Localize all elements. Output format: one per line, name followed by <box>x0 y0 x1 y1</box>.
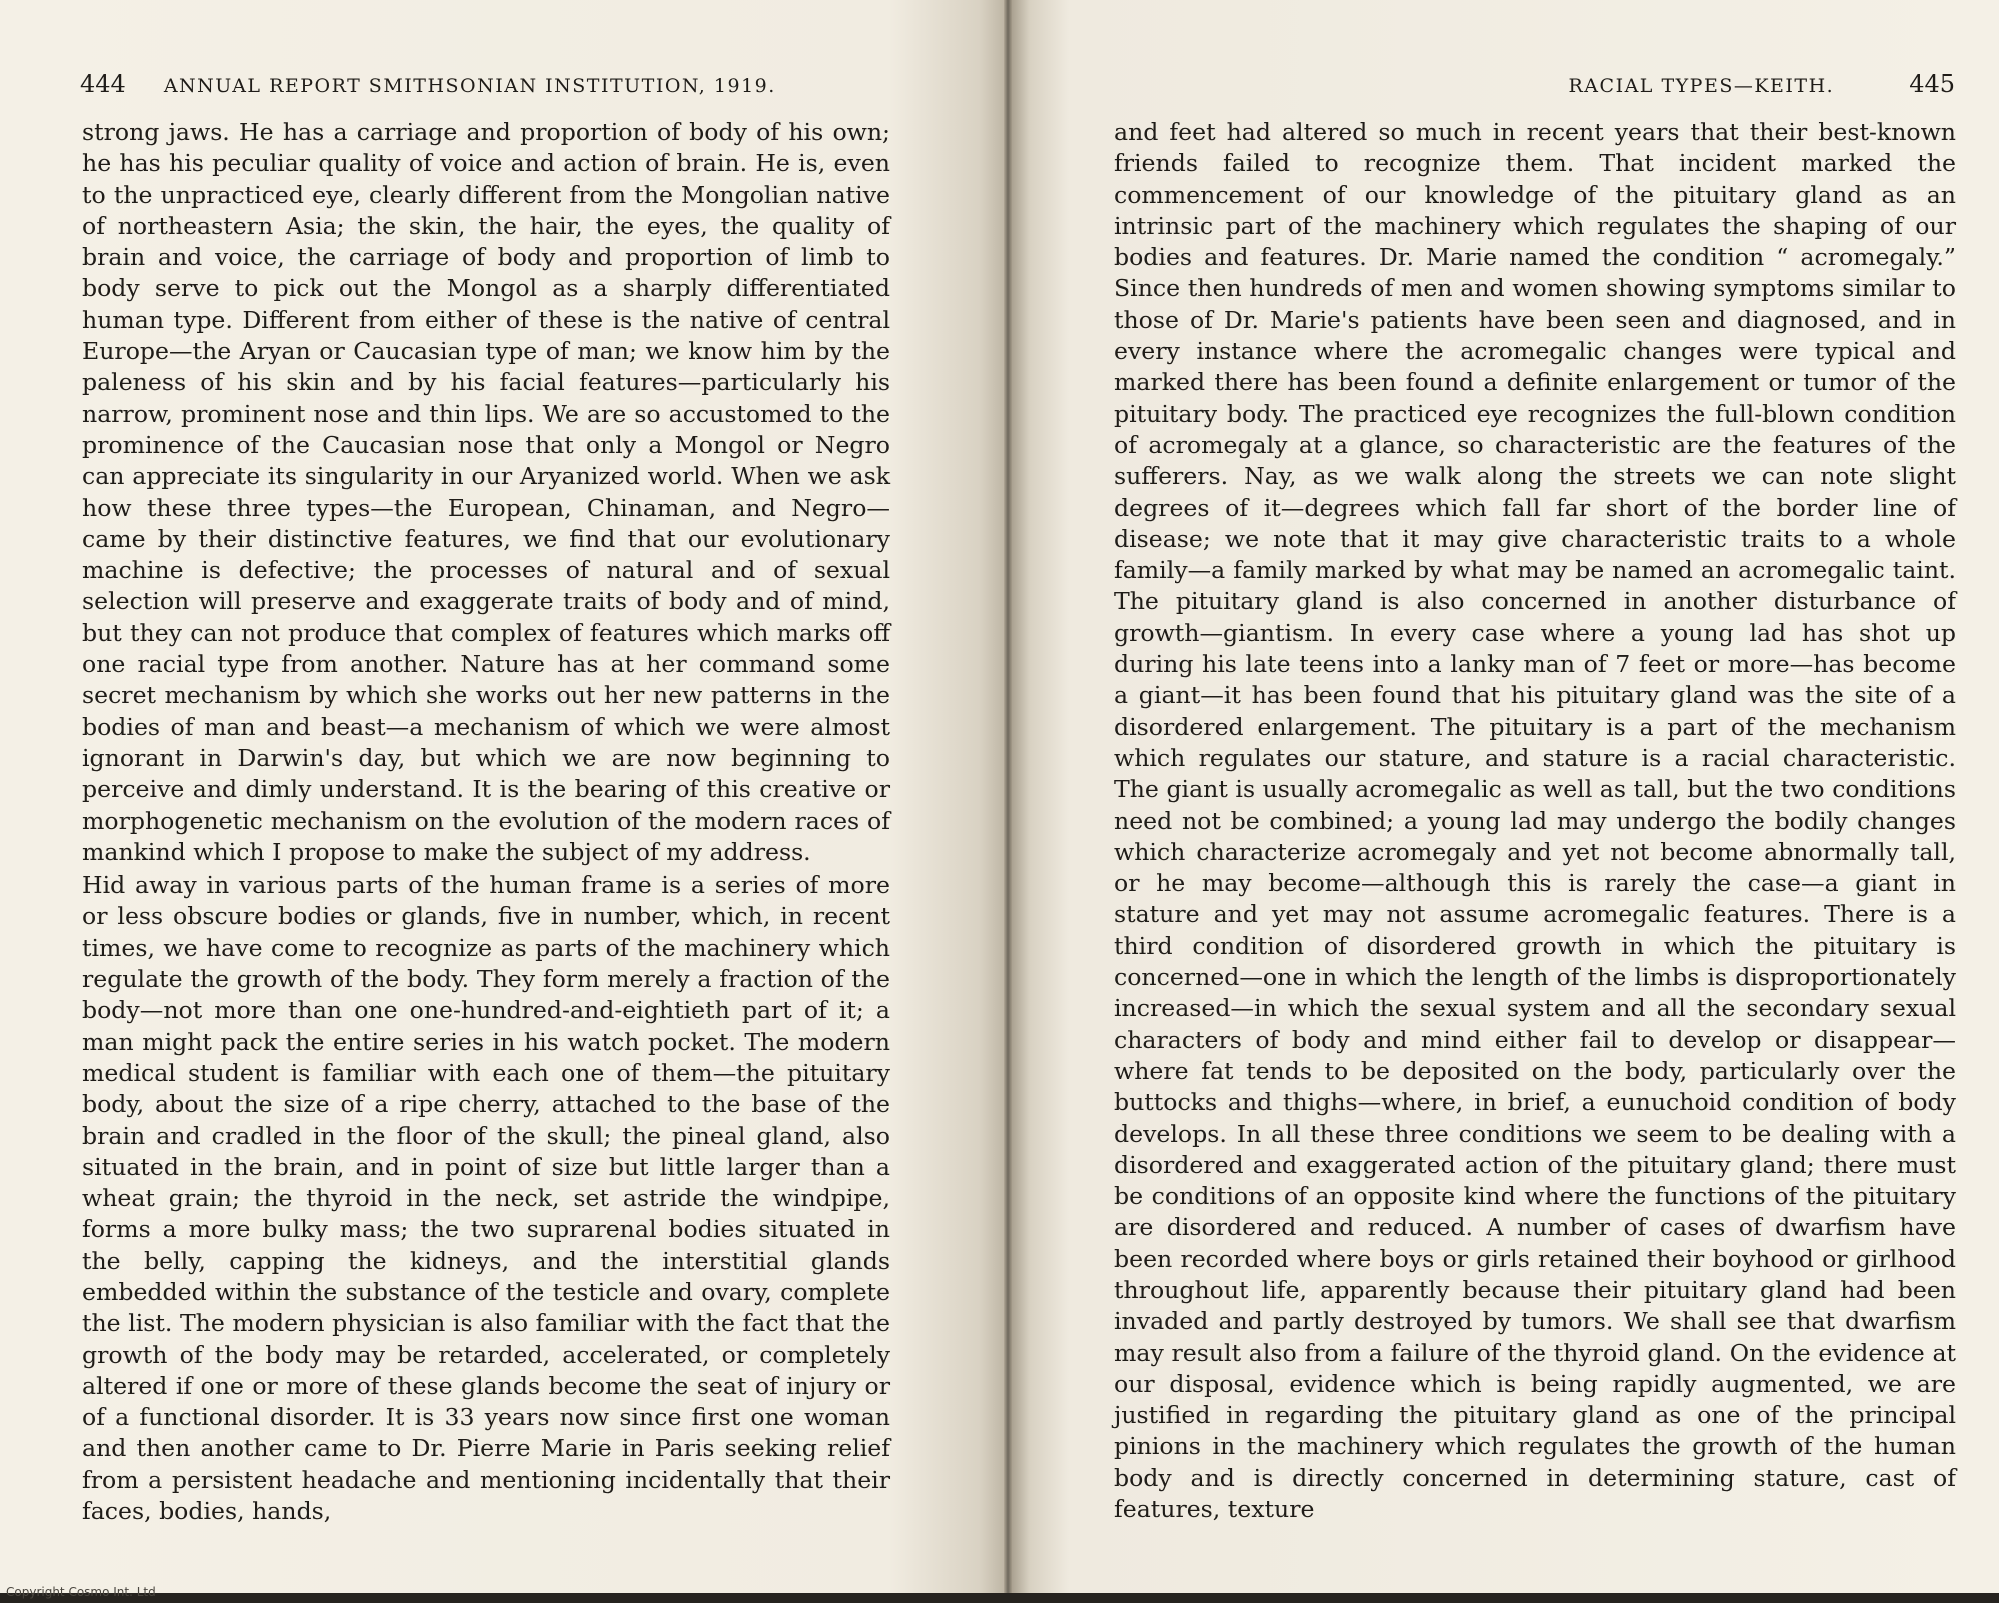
right-running-title: RACIAL TYPES—KEITH. <box>1568 75 1835 97</box>
left-body-text <box>82 117 890 1527</box>
right-paragraph-1: and feet had altered so much in recent years that their best-known friends failed to recognize them. That incident marked the commencement of our knowledge of the pituitary gland as an intrinsic part of the machinery which regulates the shaping of our bodies and features. Dr. Marie named the condition “ acromegaly.” Since then hundreds of men and women showing symptoms similar to those of Dr. Marie's patients have been seen and diagnosed, and in every instance where the acromegalic changes were typical and marked there has been found a definite enlargement or tumor of the pituitary body. The practiced eye recognizes the full-blown condition of acromegaly at a glance, so characteristic are the features of the sufferers. Nay, as we walk along the streets we can note slight degrees of it—degrees which fall far short of the border line of disease; we note that it may give characteristic traits to a whole family—a family marked by what may be named an acromegalic taint. The pituitary gland is also concerned in another disturbance of growth—giantism. In every case where a young lad has shot up during his late teens into a lanky man of 7 feet or more—has become a giant—it has been found that his pituitary gland was the site of a disordered enlargement. The pituitary is a part of the mechanism which regulates our stature, and stature is a racial characteristic. The giant is usually acromegalic as well as tall, but the two conditions need not be combined; a young lad may undergo the bodily changes which characterize acromegaly and yet not become abnormally tall, or he may become—although this is rarely the case—a giant in stature and yet may not assume acromegalic features. There is a third condition of disordered growth in which the pituitary is concerned—one in which the length of the limbs is disproportionately increased—in which the sexual system and all the secondary sexual characters of body and mind either fail to develop or disappear—where fat tends to be deposited on the body, particularly over the buttocks and thighs—where, in brief, a eunuchoid condition of body develops. In all these three conditions we seem to be dealing with a disordered and exaggerated action of the pituitary gland; there must be conditions of an opposite kind where the functions of the pituitary are disordered and reduced. A number of cases of dwarfism have been recorded where boys or girls retained their boyhood or girlhood throughout life, apparently because their pituitary gland had been invaded and partly destroyed by tumors. We shall see that dwarfism may result also from a failure of the thyroid gland. On the evidence at our disposal, evidence which is being rapidly augmented, we are justified in regarding the pituitary gland as one of the principal pinions in the machinery which regulates the growth of the human body and is directly concerned in determining stature, cast of features, texture <box>1114 118 1956 1524</box>
left-page-number: 444 <box>80 70 126 98</box>
bottom-edge <box>0 1593 1999 1603</box>
left-running-head <box>80 70 776 98</box>
left-running-title: ANNUAL REPORT SMITHSONIAN INSTITUTION, 1919. <box>163 75 776 97</box>
right-page <box>1010 0 1999 1603</box>
left-paragraph-2: Hid away in various parts of the human frame is a series of more or less obscure bodies or glands, five in number, which, in recent times, we have come to recognize as parts of the machinery which regulate the growth of the body. They form merely a fraction of the body—not more than one one-hundred-and-eightieth part of it; a man might pack the entire series in his watch pocket. The modern medical student is familiar with each one of them—the pituitary body, about the size of a ripe cherry, attached to the base of the brain and cradled in the floor of the skull; the pineal gland, also situated in the brain, and in point of size but little larger than a wheat grain; the thyroid in the neck, set astride the windpipe, forms a more bulky mass; the two suprarenal bodies situated in the belly, capping the kidneys, and the interstitial glands embedded within the substance of the testicle and ovary, complete the list. The modern physician is also familiar with the fact that the growth of the body may be retarded, accelerated, or completely altered if one or more of these glands become the seat of injury or of a functional disorder. It is 33 years now since first one woman and then another came to Dr. Pierre Marie in Paris seeking relief from a persistent headache and mentioning incidentally that their faces, bodies, hands, <box>82 871 890 1526</box>
right-running-head <box>1569 70 1956 98</box>
left-paragraph-1: strong jaws. He has a carriage and proportion of body of his own; he has his peculiar quality of voice and action of brain. He is, even to the unpracticed eye, clearly different from the Mongolian native of northeastern Asia; the skin, the hair, the eyes, the quality of brain and voice, the carriage of body and proportion of limb to body serve to pick out the Mongol as a sharply differentiated human type. Different from either of these is the native of central Europe—the Aryan or Caucasian type of man; we know him by the paleness of his skin and by his facial features—particularly his narrow, prominent nose and thin lips. We are so accustomed to the prominence of the Caucasian nose that only a Mongol or Negro can appreciate its singularity in our Aryanized world. When we ask how these three types—the European, Chinaman, and Negro—came by their distinctive features, we find that our evolutionary machine is defective; the processes of natural and of sexual selection will preserve and exaggerate traits of body and of mind, but they can not produce that complex of features which marks off one racial type from another. Nature has at her command some secret mechanism by which she works out her new patterns in the bodies of man and beast—a mechanism of which we were almost ignorant in Darwin's day, but which we are now beginning to perceive and dimly understand. It is the bearing of this creative or morphogenetic mechanism on the evolution of the modern races of mankind which I propose to make the subject of my address. <box>82 118 890 866</box>
right-body-text <box>1114 117 1956 1525</box>
right-page-number: 445 <box>1909 70 1955 98</box>
copyright-notice: Copyright Cosmo Int. Ltd <box>6 1585 156 1599</box>
book-gutter <box>1004 0 1012 1603</box>
